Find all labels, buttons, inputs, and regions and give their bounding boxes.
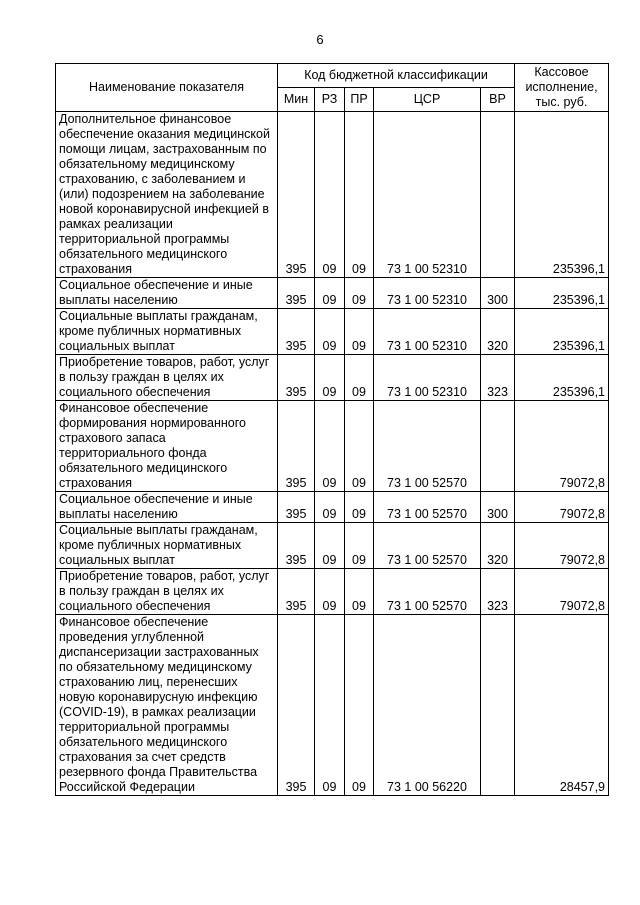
table-row [56, 309, 609, 355]
row-pr: 09 [345, 523, 374, 569]
row-min: 395 [278, 278, 315, 309]
row-rz: 09 [315, 492, 345, 523]
row-vr [481, 401, 515, 492]
table-row [56, 523, 609, 569]
header-csr: ЦСР [374, 88, 481, 112]
page-number: 6 [316, 32, 324, 47]
row-pr: 09 [345, 615, 374, 796]
row-min: 395 [278, 492, 315, 523]
row-vr: 300 [481, 278, 515, 309]
row-csr: 73 1 00 52570 [374, 492, 481, 523]
row-min: 395 [278, 309, 315, 355]
row-pr: 09 [345, 569, 374, 615]
row-csr: 73 1 00 56220 [374, 615, 481, 796]
row-rz: 09 [315, 401, 345, 492]
row-csr: 73 1 00 52310 [374, 278, 481, 309]
row-amount: 235396,1 [515, 112, 609, 278]
row-amount: 235396,1 [515, 355, 609, 401]
row-pr: 09 [345, 112, 374, 278]
row-rz: 09 [315, 355, 345, 401]
row-name: Приобретение товаров, работ, услуг в пользу граждан в целях их социального обеспечения [56, 569, 278, 615]
header-pr: ПР [345, 88, 374, 112]
row-csr: 73 1 00 52570 [374, 569, 481, 615]
row-rz: 09 [315, 278, 345, 309]
header-min: Мин [278, 88, 315, 112]
row-name: Дополнительное финансовое обеспечение оказания медицинской помощи лицам, застрахованным по обязательному медицинскому страхованию, с заболеванием и (или) подозрением на заболевание новой коронавирусной инфекцией в рамках реализации территориальной программы обязательного медицинского страхования [56, 112, 278, 278]
header-code-group: Код бюджетной классификации [278, 64, 515, 88]
row-name: Социальные выплаты гражданам, кроме публичных нормативных социальных выплат [56, 523, 278, 569]
row-name: Социальное обеспечение и иные выплаты населению [56, 278, 278, 309]
row-amount: 235396,1 [515, 278, 609, 309]
row-amount: 235396,1 [515, 309, 609, 355]
row-csr: 73 1 00 52310 [374, 112, 481, 278]
table-row [56, 355, 609, 401]
row-name: Финансовое обеспечение проведения углубленной диспансеризации застрахованных по обязательному медицинскому страхованию лиц, перенесших новую коронавирусную инфекцию (COVID-19), в рамках реализации территориальной программы обязательного медицинского страхования за счет средств резервного фонда Правительства Российской Федерации [56, 615, 278, 796]
row-min: 395 [278, 112, 315, 278]
row-pr: 09 [345, 492, 374, 523]
row-name: Социальные выплаты гражданам, кроме публичных нормативных социальных выплат [56, 309, 278, 355]
row-pr: 09 [345, 309, 374, 355]
row-amount: 79072,8 [515, 492, 609, 523]
row-name: Социальное обеспечение и иные выплаты населению [56, 492, 278, 523]
header-rz: РЗ [315, 88, 345, 112]
row-min: 395 [278, 401, 315, 492]
row-rz: 09 [315, 523, 345, 569]
row-min: 395 [278, 523, 315, 569]
row-vr [481, 615, 515, 796]
table-row [56, 401, 609, 492]
row-rz: 09 [315, 569, 345, 615]
row-amount: 79072,8 [515, 523, 609, 569]
row-csr: 73 1 00 52310 [374, 309, 481, 355]
row-rz: 09 [315, 615, 345, 796]
row-min: 395 [278, 355, 315, 401]
row-vr: 320 [481, 523, 515, 569]
row-csr: 73 1 00 52570 [374, 523, 481, 569]
header-vr: ВР [481, 88, 515, 112]
row-rz: 09 [315, 309, 345, 355]
row-name: Приобретение товаров, работ, услуг в пользу граждан в целях их социального обеспечения [56, 355, 278, 401]
table-row [56, 492, 609, 523]
row-amount: 79072,8 [515, 569, 609, 615]
table-row [56, 112, 609, 278]
row-name: Финансовое обеспечение формирования нормированного страхового запаса территориального фонда обязательного медицинского страхования [56, 401, 278, 492]
row-vr [481, 112, 515, 278]
table-row [56, 278, 609, 309]
row-vr: 323 [481, 569, 515, 615]
row-amount: 79072,8 [515, 401, 609, 492]
row-csr: 73 1 00 52570 [374, 401, 481, 492]
row-min: 395 [278, 569, 315, 615]
table-row [56, 615, 609, 796]
header-name: Наименование показателя [56, 64, 278, 112]
row-pr: 09 [345, 401, 374, 492]
row-min: 395 [278, 615, 315, 796]
row-vr: 300 [481, 492, 515, 523]
header-amount: Кассовое исполнение, тыс. руб. [515, 64, 609, 112]
table-row [56, 569, 609, 615]
row-pr: 09 [345, 278, 374, 309]
row-vr: 320 [481, 309, 515, 355]
row-pr: 09 [345, 355, 374, 401]
row-rz: 09 [315, 112, 345, 278]
row-csr: 73 1 00 52310 [374, 355, 481, 401]
row-amount: 28457,9 [515, 615, 609, 796]
row-vr: 323 [481, 355, 515, 401]
budget-table [55, 63, 609, 796]
